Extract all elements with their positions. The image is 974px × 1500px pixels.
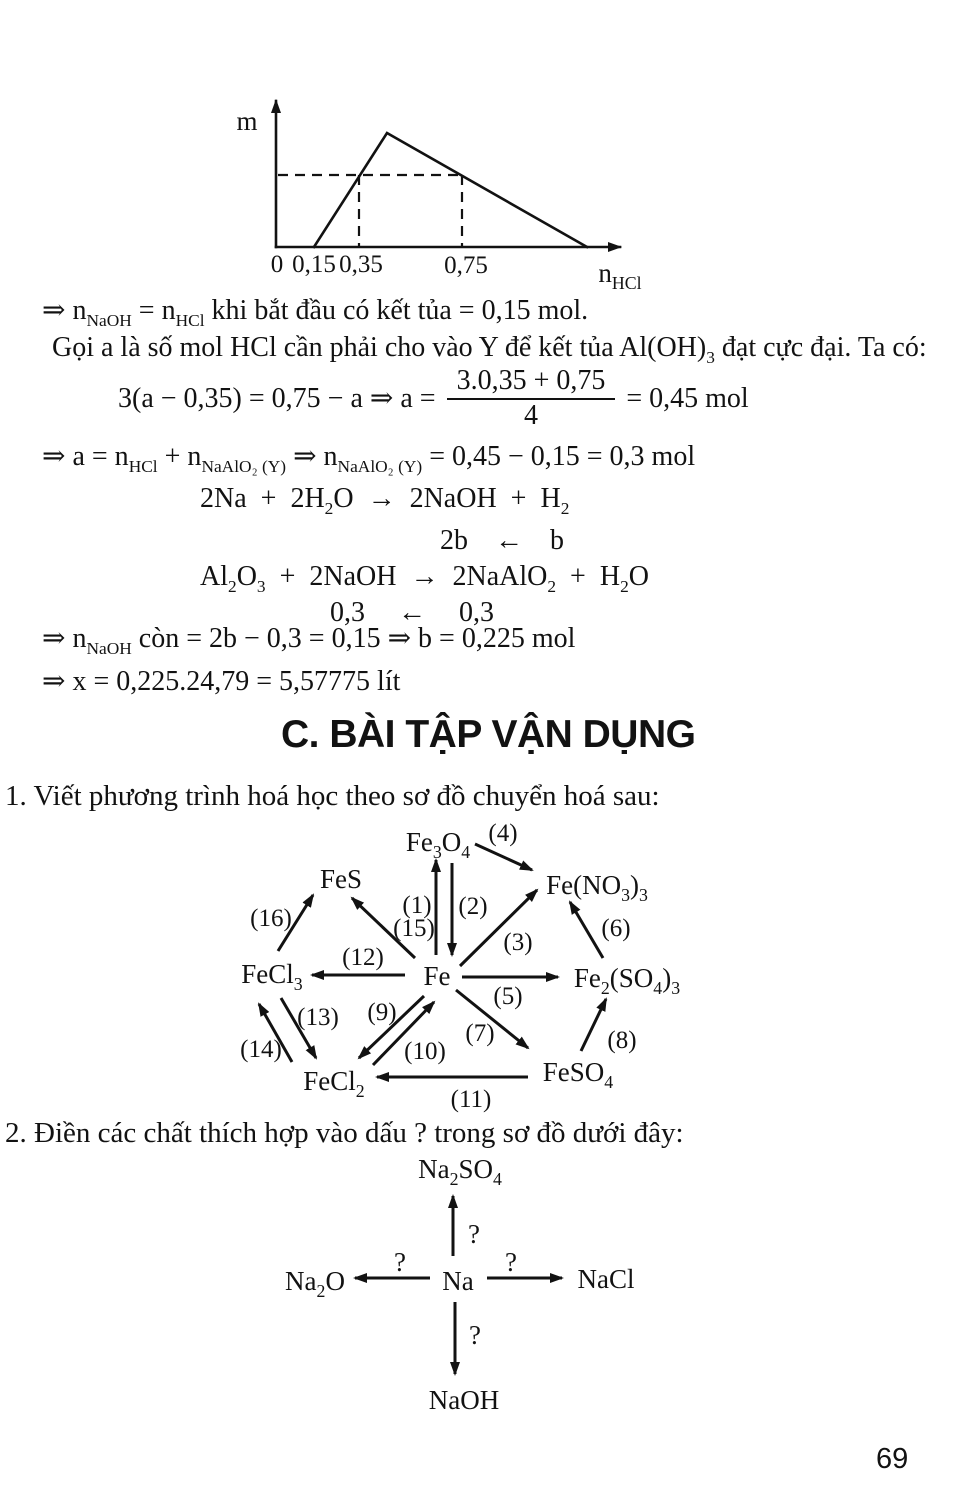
arrow-number-label: (2)	[458, 893, 488, 920]
equation-text: 3(a − 0,35) = 0,75 − a ⇒ a =	[118, 382, 436, 414]
compound-label: FeCl$_2$	[303, 1066, 365, 1101]
solution-line: $Al_2O_3$ + 2NaOH → 2NaAlO$_2$ + $H_2O$	[200, 561, 649, 596]
solution-line: ⇒ $n_{NaOH}$ còn = 2b − 0,3 = 0,15 ⇒ b = 0,225 mol	[42, 623, 576, 658]
x-tick-label: 0,15	[292, 251, 336, 278]
precipitate-curve	[314, 133, 587, 247]
x-tick-label: 0,35	[339, 251, 383, 278]
solution-line: Gọi a là số mol HCl cần phải cho vào Y để kết tủa $Al(OH)_3$ đạt cực đại. Ta có:	[52, 332, 927, 367]
compound-label: NaCl	[577, 1264, 635, 1294]
y-axis-label: m	[236, 106, 258, 136]
arrow-number-label: (3)	[503, 929, 533, 956]
arrow-number-label: (16)	[250, 905, 292, 932]
compound-label: FeCl$_3$	[241, 959, 303, 994]
arrow-number-label: (15)	[393, 915, 435, 942]
reaction-arrow-4	[475, 844, 532, 870]
compound-label: FeSO$_4$	[542, 1057, 614, 1092]
fraction-denominator: 4	[523, 399, 538, 431]
solution-line: 2b ← b	[440, 525, 564, 556]
arrow-number-label: (10)	[404, 1038, 446, 1065]
reaction-arrow-8	[581, 999, 606, 1051]
arrow-number-label: (6)	[601, 915, 631, 942]
compound-label: Na	[442, 1266, 474, 1296]
solution-line: ⇒ x = 0,225.24,79 = 5,57775 lít	[42, 666, 401, 697]
arrow-number-label: (13)	[297, 1004, 339, 1031]
x-tick-label: 0	[270, 251, 284, 278]
compound-label: $Fe_3O_4$	[405, 827, 471, 862]
x-tick-label: 0,75	[444, 252, 488, 279]
arrow-number-label: (9)	[367, 999, 397, 1026]
arrow-number-label: (1)	[402, 892, 432, 919]
unknown-reagent-label: ?	[469, 1320, 481, 1350]
x-axis-label: $n_{HCl}$	[598, 258, 642, 293]
compound-label: FeS	[319, 864, 363, 894]
compound-label: $Fe(NO_3)_3$	[546, 870, 648, 905]
compound-label: NaOH	[428, 1385, 500, 1415]
solution-line: $2Na + 2H_2O$ → 2NaOH + $H_2$	[200, 483, 570, 518]
problem-1-statement: 1. Viết phương trình hoá học theo sơ đồ chuyển hoá sau:	[5, 780, 660, 812]
compound-label: $Na_2O$	[285, 1266, 345, 1301]
fraction	[447, 366, 616, 432]
compound-label: $Na_2SO_4$	[418, 1154, 502, 1189]
solution-line	[118, 366, 749, 432]
equation-text: = 0,45 mol	[626, 382, 749, 414]
section-title: C. BÀI TẬP VẬN DỤNG	[281, 713, 696, 756]
reaction-arrow-6	[570, 902, 603, 958]
compound-label: Fe	[423, 961, 451, 991]
precipitation-graph	[220, 85, 660, 295]
unknown-reagent-label: ?	[505, 1247, 517, 1277]
page-number: 69	[876, 1443, 909, 1475]
arrow-number-label: (8)	[607, 1027, 637, 1054]
compound-label: $Fe_2(SO_4)_3$	[573, 963, 681, 998]
unknown-reagent-label: ?	[468, 1219, 480, 1249]
arrow-number-label: (7)	[465, 1020, 495, 1047]
arrow-number-label: (12)	[342, 944, 384, 971]
na-conversion-diagram	[240, 1145, 720, 1430]
fe-conversion-diagram	[180, 815, 740, 1120]
problem-2-statement: 2. Điền các chất thích hợp vào dấu ? trong sơ đồ dưới đây:	[5, 1117, 684, 1149]
solution-line: ⇒ $n_{NaOH} = n_{HCl}$ khi bắt đầu có kết tủa = 0,15 mol.	[42, 295, 589, 330]
unknown-reagent-label: ?	[394, 1247, 406, 1277]
solution-line: 0,3 ← 0,3	[330, 597, 494, 628]
arrow-number-label: (14)	[240, 1036, 282, 1063]
solution-line: ⇒ $a = n_{HCl} + n_{NaAlO_2 (Y)}$ ⇒ $n_{NaAlO_2 (Y)} = 0,45 - 0,15 = 0,3$ mol	[42, 441, 696, 476]
arrow-number-label: (5)	[493, 983, 523, 1010]
arrow-number-label: (4)	[488, 820, 518, 847]
arrow-number-label: (11)	[450, 1086, 492, 1113]
fraction-numerator: 3.0,35 + 0,75	[447, 366, 616, 400]
